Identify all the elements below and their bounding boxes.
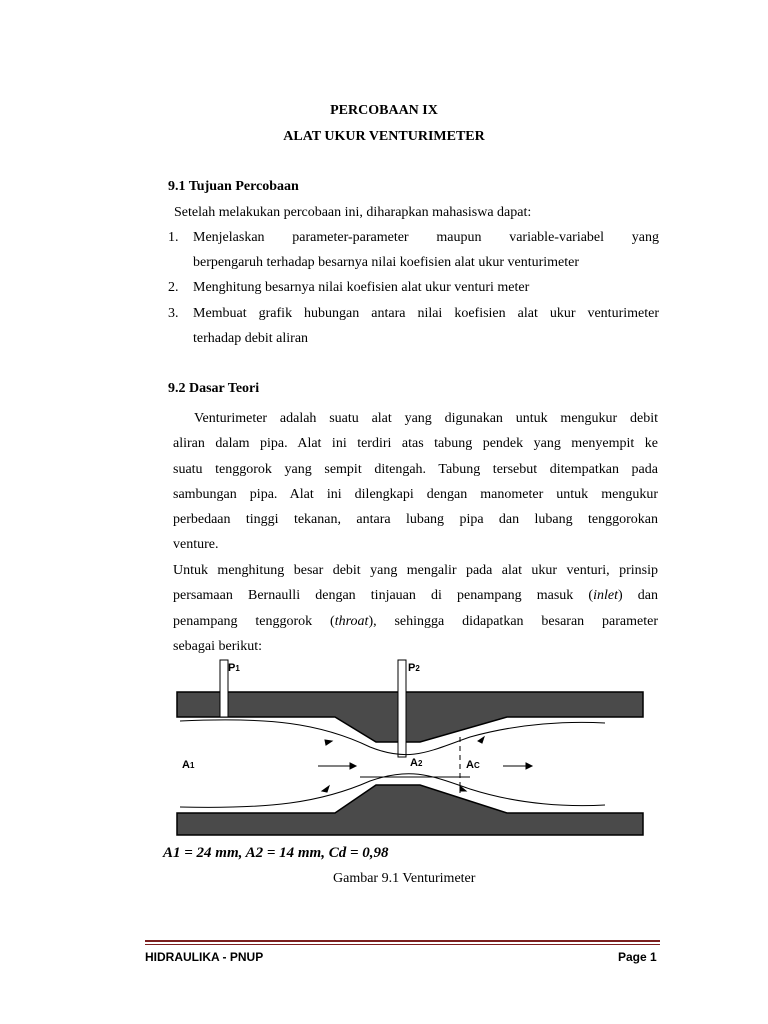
text-run: persamaan Bernaulli dengan tinjauan di penampang masuk ( (173, 588, 594, 604)
italic-term-throat: throat (334, 613, 369, 629)
list-item (193, 306, 659, 322)
footer-rule (145, 940, 660, 942)
paragraph-line: sambungan pipa. Alat ini dilengkapi dengan manometer untuk mengukur (173, 486, 658, 502)
text-run: ), sehingga didapatkan besaran parameter (368, 613, 658, 629)
label-a2: A2 (410, 757, 423, 769)
text-run: ) dan (617, 588, 658, 604)
venturi-bottom-wall (177, 785, 643, 835)
list-item-number: 3. (168, 306, 179, 321)
page-subtitle: ALAT UKUR VENTURIMETER (283, 129, 485, 144)
paragraph-line: aliran dalam pipa. Alat ini terdiri atas tabung pendek yang menyempit ke (173, 436, 658, 452)
paragraph-line: sebagai berikut: (173, 638, 263, 654)
piezometer-tube-p2 (398, 660, 406, 757)
list-item-line: Membuat grafik hubungan antara nilai koefisien alat ukur venturimeter (193, 306, 659, 321)
list-item (193, 230, 659, 246)
flow-arrow-head (350, 763, 356, 769)
flow-arrow-head (322, 786, 329, 792)
list-item-continuation: terhadap debit aliran (193, 331, 309, 346)
paragraph-line: venture. (173, 537, 219, 553)
venturi-top-wall (177, 692, 643, 742)
section-intro: Setelah melakukan percobaan ini, diharapkan mahasiswa dapat: (174, 205, 532, 220)
paragraph-line: Venturimeter adalah suatu alat yang digunakan untuk mengukur debit (194, 411, 658, 426)
paragraph-line: suatu tenggorok yang sempit ditengah. Tabung tersebut ditempatkan pada (173, 461, 658, 477)
page-title: PERCOBAAN IX (330, 103, 438, 118)
figure-caption: Gambar 9.1 Venturimeter (333, 871, 476, 886)
venturimeter-diagram (170, 655, 650, 845)
flow-arrow-head (325, 740, 332, 745)
piezometer-tube-p1 (220, 660, 228, 717)
paragraph-line: Untuk menghitung besar debit yang mengalir pada alat ukur venturi, prinsip (173, 563, 658, 578)
theory-paragraph-2 (173, 558, 658, 659)
list-item-line: Menjelaskan parameter-parameter maupun variable-variabel yang (193, 230, 659, 245)
footer-left: HIDRAULIKA - PNUP (145, 950, 264, 964)
flow-arrow-head (478, 737, 484, 743)
italic-term-inlet: inlet (593, 588, 618, 604)
list-item-number: 2. (168, 280, 179, 295)
footer-rule-thin (145, 944, 660, 945)
section-heading-tujuan: 9.1 Tujuan Percobaan (168, 179, 299, 194)
text-run: penampang tenggorok ( (173, 613, 335, 629)
footer-page-number: Page 1 (618, 950, 657, 964)
list-item-continuation: berpengaruh terhadap besarnya nilai koefisien alat ukur venturimeter (193, 255, 580, 270)
list-item: Menghitung besarnya nilai koefisien alat ukur venturi meter (193, 280, 530, 295)
flow-arrows (318, 737, 532, 792)
section-heading-dasar-teori: 9.2 Dasar Teori (168, 381, 260, 396)
label-ac: AC (466, 759, 480, 771)
list-item-number: 1. (168, 230, 179, 245)
theory-paragraph-1 (173, 406, 658, 558)
label-p2: P2 (408, 662, 420, 674)
label-a1: A1 (182, 759, 195, 771)
figure-parameters: A1 = 24 mm, A2 = 14 mm, Cd = 0,98 (163, 845, 389, 861)
label-p1: P1 (228, 662, 240, 674)
paragraph-line (173, 609, 658, 634)
flow-arrow-head (526, 763, 532, 769)
paragraph-line: perbedaan tinggi tekanan, antara lubang pipa dan lubang tenggorokan (173, 512, 658, 528)
paragraph-line (173, 583, 658, 608)
